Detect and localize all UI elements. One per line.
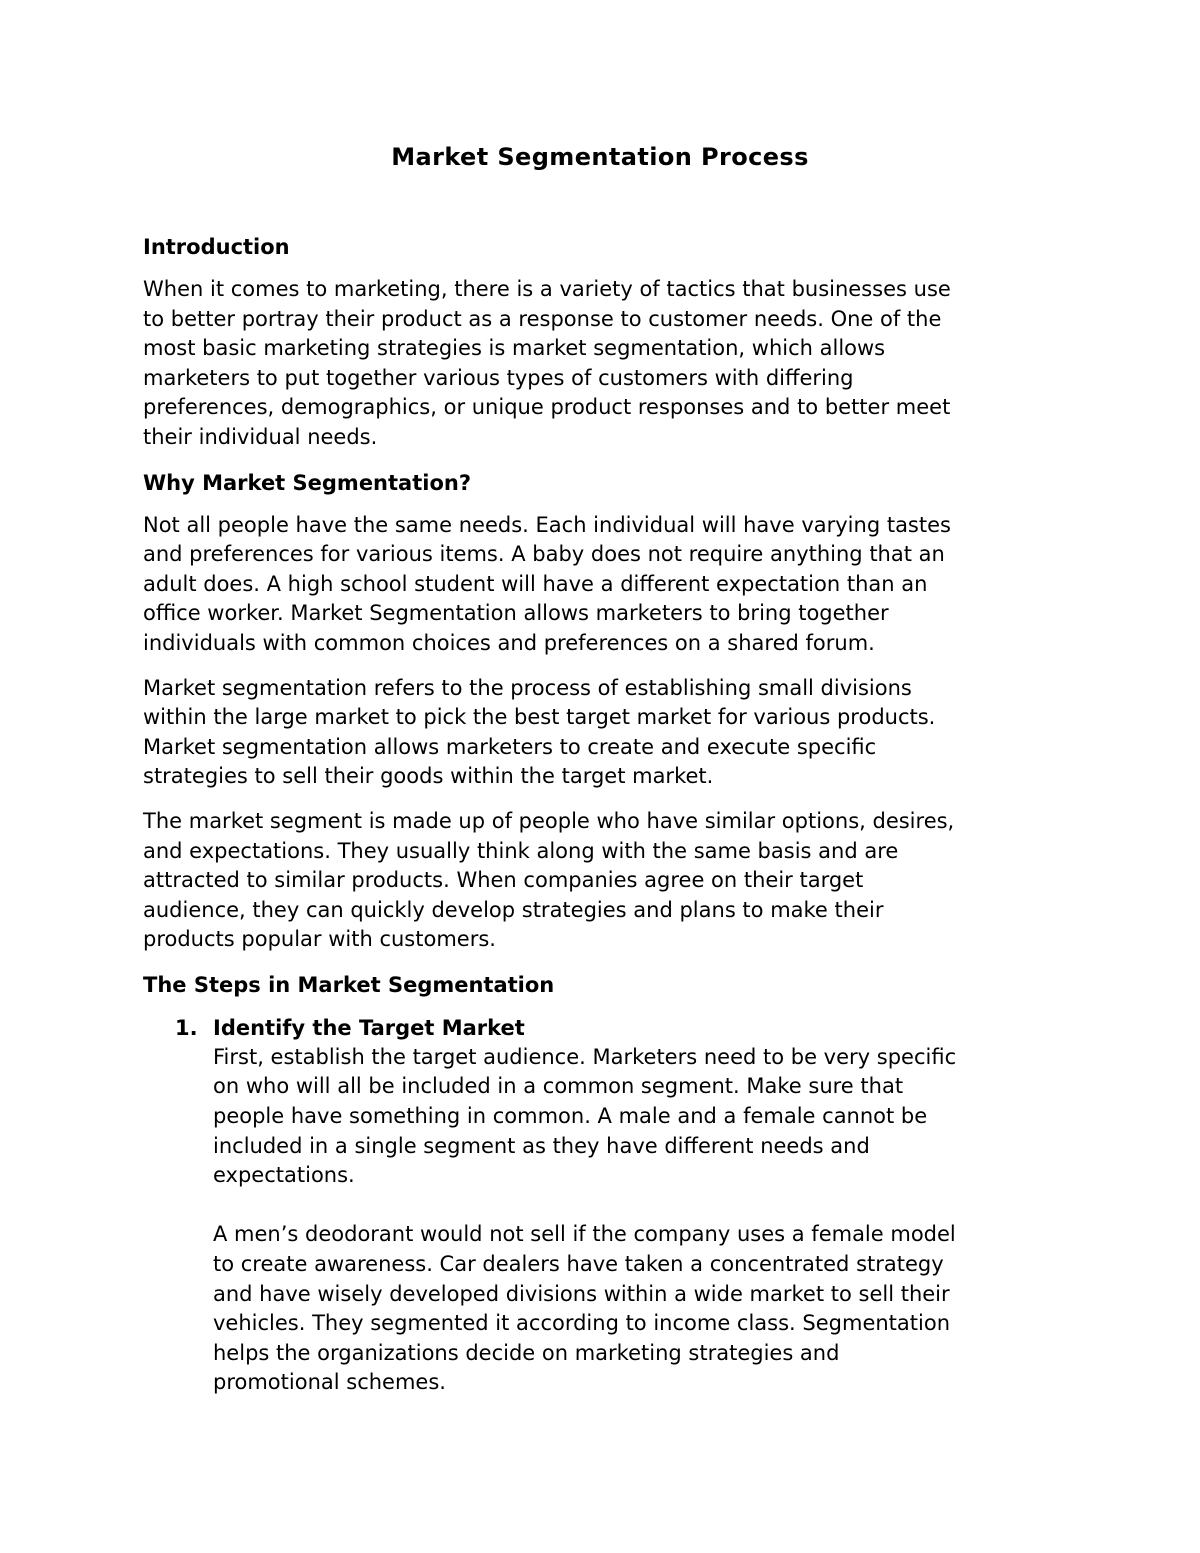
section-heading: The Steps in Market Segmentation [143, 972, 555, 997]
text-line: and preferences for various items. A baby does not require anything that an [143, 542, 945, 567]
paragraph [143, 275, 1063, 453]
text-line: vehicles. They segmented it according to income class. Segmentation [213, 1311, 950, 1336]
paragraph [143, 807, 1063, 955]
section-heading: Why Market Segmentation? [143, 470, 472, 495]
text-line: strategies to sell their goods within the target market. [143, 764, 714, 789]
steps-list [143, 1013, 1063, 1398]
text-line: products popular with customers. [143, 927, 496, 952]
text-line: Not all people have the same needs. Each individual will have varying tastes [143, 512, 951, 537]
paragraph [143, 511, 1063, 659]
text-line: attracted to similar products. When companies agree on their target [143, 868, 864, 893]
text-line: Market segmentation allows marketers to create and execute specific [143, 734, 877, 759]
text-line: When it comes to marketing, there is a variety of tactics that businesses use [143, 277, 951, 301]
text-line: A men’s deodorant would not sell if the company uses a female model [213, 1222, 956, 1247]
paragraph [143, 674, 1063, 792]
text-line: people have something in common. A male and a female cannot be [213, 1104, 928, 1129]
paragraph-spacer [213, 1191, 1063, 1221]
text-line: on who will all be included in a common segment. Make sure that [213, 1074, 904, 1099]
section-steps [143, 970, 1063, 1398]
text-line: most basic marketing strategies is market segmentation, which allows [143, 336, 886, 361]
text-line: individuals with common choices and preferences on a shared forum. [143, 630, 875, 655]
text-line: The market segment is made up of people who have similar options, desires, [143, 808, 955, 833]
text-line: and have wisely developed divisions within a wide market to sell their [213, 1281, 950, 1306]
step-title: Identify the Target Market [213, 1015, 525, 1040]
text-line: audience, they can quickly develop strategies and plans to make their [143, 897, 884, 922]
text-line: First, establish the target audience. Marketers need to be very specific [213, 1044, 957, 1069]
text-line: helps the organizations decide on marketing strategies and [213, 1340, 840, 1365]
text-line: expectations. [213, 1163, 355, 1188]
document-title: Market Segmentation Process [391, 143, 809, 171]
paragraph [213, 1220, 1063, 1398]
text-line: Market segmentation refers to the process of establishing small divisions [143, 675, 912, 700]
text-line: within the large market to pick the best target market for various products. [143, 705, 936, 730]
paragraph [213, 1043, 1063, 1191]
section-heading: Introduction [143, 235, 290, 259]
section-introduction [143, 232, 1063, 453]
text-line: marketers to put together various types of customers with differing [143, 365, 854, 390]
text-line: to better portray their product as a response to customer needs. One of the [143, 306, 942, 331]
text-line: and expectations. They usually think along with the same basis and are [143, 838, 899, 863]
text-line: to create awareness. Car dealers have taken a concentrated strategy [213, 1252, 944, 1277]
section-why-market-segmentation [143, 468, 1063, 955]
text-line: office worker. Market Segmentation allows marketers to bring together [143, 601, 889, 626]
text-line: included in a single segment as they have different needs and [213, 1133, 870, 1158]
text-line: their individual needs. [143, 424, 378, 449]
text-line: preferences, demographics, or unique product responses and to better meet [143, 395, 951, 420]
text-line: adult does. A high school student will have a different expectation than an [143, 571, 928, 596]
step-number: 1. [175, 1015, 198, 1040]
document-body [143, 232, 1063, 1398]
text-line: promotional schemes. [213, 1370, 446, 1395]
list-item [143, 1013, 1063, 1398]
